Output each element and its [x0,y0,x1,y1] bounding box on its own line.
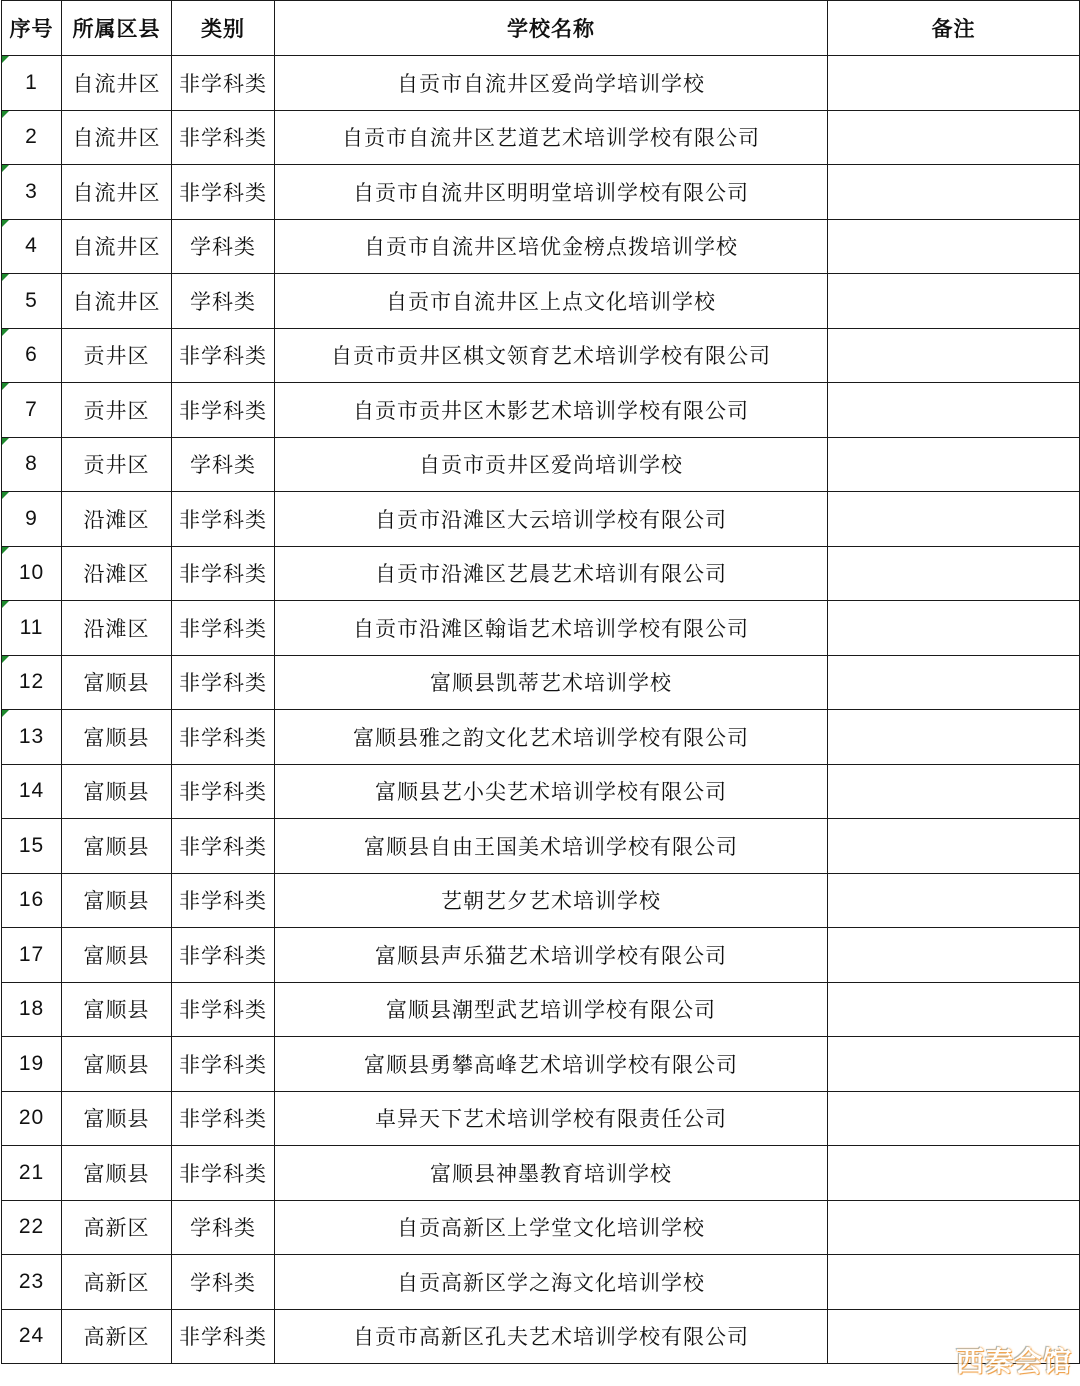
cell-remark [828,56,1080,111]
table-row [2,1146,1080,1201]
header-row [2,1,1080,56]
error-indicator-icon [2,274,9,281]
cell-school-name: 自贡市自流井区上点文化培训学校 [275,274,828,329]
cell-school-name: 艺朝艺夕艺术培训学校 [275,873,828,928]
seq-label: 23 [18,1269,45,1293]
watermark-logo: 西秦会馆 [955,1345,1072,1378]
cell-remark [828,274,1080,329]
cell-seq [2,328,62,383]
table-row [2,710,1080,765]
cell-remark [828,764,1080,819]
table-row [2,546,1080,601]
table-row [2,873,1080,928]
cell-seq [2,546,62,601]
cell-seq [2,1146,62,1201]
cell-district: 富顺县 [62,873,172,928]
cell-district: 沿滩区 [62,492,172,547]
table-row [2,1255,1080,1310]
seq-label: 19 [18,1051,45,1075]
cell-school-name: 富顺县雅之韵文化艺术培训学校有限公司 [275,710,828,765]
table-row [2,110,1080,165]
header-remarks: 备注 [828,1,1080,56]
cell-category: 非学科类 [172,383,275,438]
cell-category: 非学科类 [172,1037,275,1092]
cell-remark [828,873,1080,928]
cell-category: 非学科类 [172,1146,275,1201]
cell-school-name: 自贡市自流井区培优金榜点拨培训学校 [275,219,828,274]
seq-label: 10 [18,561,45,585]
cell-seq [2,928,62,983]
cell-seq [2,710,62,765]
cell-remark [828,165,1080,220]
table-row [2,328,1080,383]
header-seq: 序号 [2,1,62,56]
seq-label: 6 [25,343,38,367]
table-row [2,1309,1080,1364]
error-indicator-icon [2,165,9,172]
seq-label: 11 [19,615,44,639]
cell-district: 自流井区 [62,274,172,329]
header-category: 类别 [172,1,275,56]
cell-school-name: 卓异天下艺术培训学校有限责任公司 [275,1091,828,1146]
cell-school-name: 自贡市自流井区艺道艺术培训学校有限公司 [275,110,828,165]
schools-table [1,0,1080,1364]
cell-district: 富顺县 [62,928,172,983]
table-body [2,56,1080,1364]
cell-remark [828,219,1080,274]
cell-district: 自流井区 [62,110,172,165]
cell-category: 非学科类 [172,492,275,547]
cell-category: 非学科类 [172,928,275,983]
error-indicator-icon [2,56,9,63]
error-indicator-icon [2,329,9,336]
cell-seq [2,110,62,165]
cell-seq [2,873,62,928]
seq-label: 18 [18,997,45,1021]
table-row [2,764,1080,819]
seq-label: 14 [18,779,45,803]
cell-category: 学科类 [172,437,275,492]
cell-category: 学科类 [172,1255,275,1310]
table-row [2,56,1080,111]
table-row [2,1091,1080,1146]
seq-label: 20 [18,1106,45,1130]
cell-remark [828,1200,1080,1255]
cell-remark [828,655,1080,710]
table-row [2,437,1080,492]
cell-school-name: 富顺县自由王国美术培训学校有限公司 [275,819,828,874]
cell-category: 非学科类 [172,110,275,165]
cell-school-name: 自贡市自流井区爱尚学培训学校 [275,56,828,111]
table-row [2,219,1080,274]
cell-district: 自流井区 [62,165,172,220]
cell-district: 富顺县 [62,1146,172,1201]
cell-district: 富顺县 [62,710,172,765]
cell-remark [828,1146,1080,1201]
seq-label: 5 [25,288,38,312]
cell-school-name: 富顺县潮型武艺培训学校有限公司 [275,982,828,1037]
cell-category: 非学科类 [172,819,275,874]
cell-district: 贡井区 [62,383,172,438]
seq-label: 22 [18,1215,45,1239]
cell-category: 非学科类 [172,1091,275,1146]
cell-school-name: 富顺县声乐猫艺术培训学校有限公司 [275,928,828,983]
cell-district: 自流井区 [62,56,172,111]
cell-seq [2,274,62,329]
cell-seq [2,764,62,819]
cell-school-name: 自贡市沿滩区艺晨艺术培训有限公司 [275,546,828,601]
seq-label: 16 [18,888,45,912]
cell-school-name: 自贡市沿滩区大云培训学校有限公司 [275,492,828,547]
seq-label: 21 [18,1160,45,1184]
cell-category: 学科类 [172,219,275,274]
cell-district: 高新区 [62,1255,172,1310]
seq-label: 8 [25,452,38,476]
seq-label: 12 [18,670,45,694]
cell-remark [828,492,1080,547]
error-indicator-icon [2,547,9,554]
cell-category: 学科类 [172,1200,275,1255]
cell-seq [2,819,62,874]
table-row [2,383,1080,438]
cell-category: 非学科类 [172,165,275,220]
cell-district: 高新区 [62,1309,172,1364]
table-row [2,982,1080,1037]
cell-school-name: 自贡市贡井区棋文领育艺术培训学校有限公司 [275,328,828,383]
cell-school-name: 富顺县勇攀高峰艺术培训学校有限公司 [275,1037,828,1092]
cell-district: 富顺县 [62,655,172,710]
table-row [2,928,1080,983]
cell-category: 非学科类 [172,1309,275,1364]
table-row [2,1200,1080,1255]
cell-seq [2,56,62,111]
cell-district: 沿滩区 [62,546,172,601]
error-indicator-icon [2,111,9,118]
cell-seq [2,383,62,438]
seq-label: 13 [18,724,45,748]
cell-school-name: 自贡高新区上学堂文化培训学校 [275,1200,828,1255]
cell-remark [828,328,1080,383]
header-district: 所属区县 [62,1,172,56]
cell-remark [828,1037,1080,1092]
cell-district: 富顺县 [62,1091,172,1146]
cell-district: 沿滩区 [62,601,172,656]
cell-school-name: 自贡市高新区孔夫艺术培训学校有限公司 [275,1309,828,1364]
table-row [2,819,1080,874]
cell-district: 高新区 [62,1200,172,1255]
cell-district: 富顺县 [62,1037,172,1092]
table-row [2,492,1080,547]
cell-seq [2,219,62,274]
cell-school-name: 自贡高新区学之海文化培训学校 [275,1255,828,1310]
error-indicator-icon [2,601,9,608]
error-indicator-icon [2,383,9,390]
cell-seq [2,1091,62,1146]
cell-seq [2,982,62,1037]
seq-label: 1 [25,70,38,94]
cell-category: 非学科类 [172,601,275,656]
seq-label: 9 [25,506,38,530]
cell-remark [828,601,1080,656]
table-row [2,1037,1080,1092]
cell-seq [2,1309,62,1364]
cell-school-name: 自贡市自流井区明明堂培训学校有限公司 [275,165,828,220]
seq-label: 15 [18,833,45,857]
cell-remark [828,383,1080,438]
cell-school-name: 富顺县神墨教育培训学校 [275,1146,828,1201]
cell-school-name: 富顺县艺小尖艺术培训学校有限公司 [275,764,828,819]
cell-category: 非学科类 [172,873,275,928]
cell-school-name: 自贡市沿滩区翰诣艺术培训学校有限公司 [275,601,828,656]
error-indicator-icon [2,710,9,717]
cell-remark [828,982,1080,1037]
table-row [2,601,1080,656]
cell-remark [828,110,1080,165]
error-indicator-icon [2,492,9,499]
cell-category: 非学科类 [172,710,275,765]
cell-district: 富顺县 [62,819,172,874]
cell-seq [2,601,62,656]
cell-seq [2,437,62,492]
cell-seq [2,1255,62,1310]
cell-category: 非学科类 [172,56,275,111]
cell-category: 非学科类 [172,546,275,601]
table-row [2,655,1080,710]
table-row [2,274,1080,329]
cell-remark [828,928,1080,983]
error-indicator-icon [2,220,9,227]
cell-district: 富顺县 [62,982,172,1037]
seq-label: 7 [25,397,38,421]
cell-remark [828,546,1080,601]
cell-category: 非学科类 [172,764,275,819]
cell-district: 贡井区 [62,328,172,383]
cell-seq [2,655,62,710]
seq-label: 3 [25,179,38,203]
cell-district: 贡井区 [62,437,172,492]
cell-district: 自流井区 [62,219,172,274]
seq-label: 4 [25,234,38,258]
cell-school-name: 自贡市贡井区爱尚培训学校 [275,437,828,492]
cell-school-name: 自贡市贡井区木影艺术培训学校有限公司 [275,383,828,438]
seq-label: 24 [18,1324,45,1348]
cell-category: 学科类 [172,274,275,329]
cell-remark [828,819,1080,874]
table-row [2,165,1080,220]
cell-seq [2,165,62,220]
seq-label: 17 [18,942,45,966]
cell-remark [828,710,1080,765]
cell-remark [828,1091,1080,1146]
seq-label: 2 [25,125,38,149]
error-indicator-icon [2,438,9,445]
cell-school-name: 富顺县凯蒂艺术培训学校 [275,655,828,710]
cell-seq [2,492,62,547]
cell-seq [2,1200,62,1255]
cell-category: 非学科类 [172,655,275,710]
cell-seq [2,1037,62,1092]
error-indicator-icon [2,656,9,663]
cell-remark [828,437,1080,492]
cell-category: 非学科类 [172,982,275,1037]
cell-category: 非学科类 [172,328,275,383]
cell-district: 富顺县 [62,764,172,819]
cell-remark [828,1255,1080,1310]
header-school-name: 学校名称 [275,1,828,56]
